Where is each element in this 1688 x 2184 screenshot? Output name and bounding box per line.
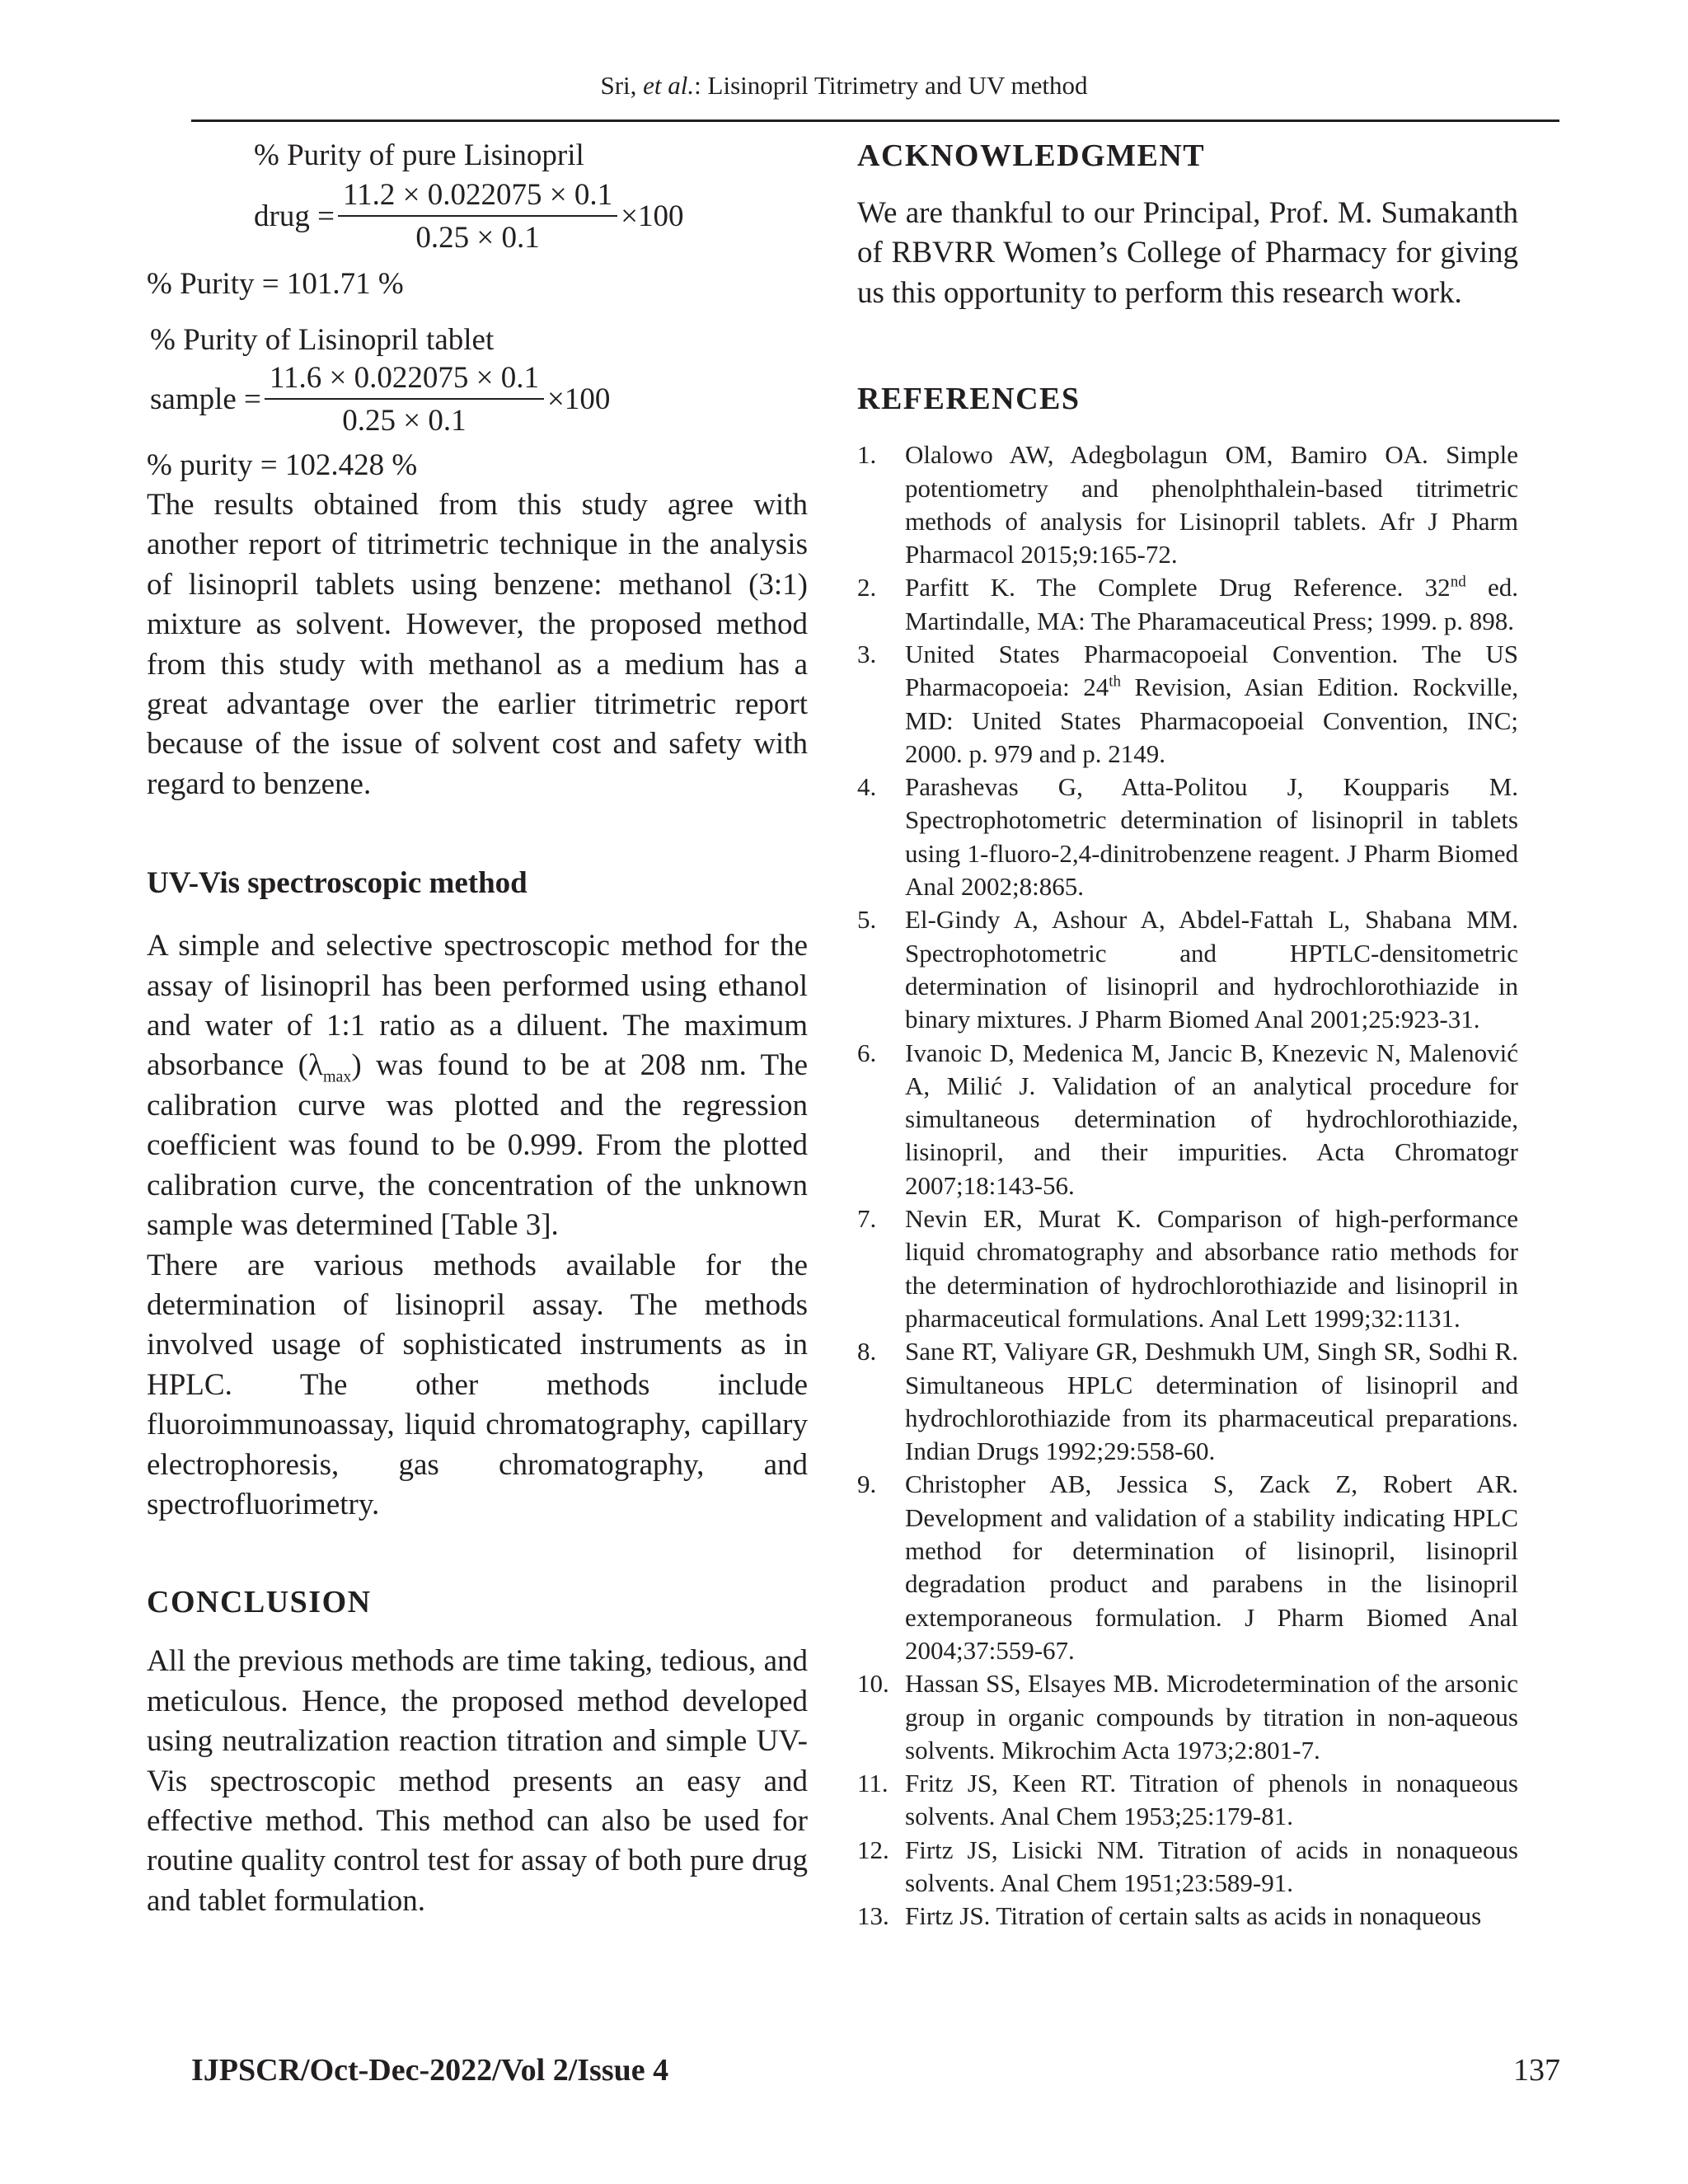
reference-item: [857, 903, 1518, 1036]
right-column: [857, 136, 1518, 1933]
reference-number: 9.: [857, 1469, 877, 1499]
formula-pure-drug-fraction: [338, 177, 617, 256]
left-column: [147, 136, 808, 1921]
uv-vis-paragraph-1: [147, 926, 808, 1245]
reference-text: Firtz JS, Lisicki NM. Titration of acids in nonaqueous solvents. Anal Chem 1951;23:589-91.: [905, 1835, 1518, 1897]
reference-text: Sane RT, Valiyare GR, Deshmukh UM, Singh SR, Sodhi R. Simultaneous HPLC determination of lisinopril and hydrochlorothiazide from its pharmaceutical preparations. Indian Drugs 1992;29:558-60.: [905, 1337, 1518, 1466]
running-head-title: : Lisinopril Titrimetry and UV method: [694, 71, 1088, 100]
uv-vis-paragraph-2: There are various methods available for the determination of lisinopril assay. The methods involved usage of sophisticated instruments as in HPLC. The other methods include fluoroimmunoassay, liquid chromatography, capillary electrophoresis, gas chromatography, and spectrofluorimetry.: [147, 1248, 808, 1521]
reference-number: 10.: [857, 1669, 889, 1699]
running-head: [0, 69, 1688, 102]
journal-footer: IJPSCR/Oct-Dec-2022/Vol 2/Issue 4: [191, 2053, 669, 2088]
references-heading: REFERENCES: [857, 382, 1081, 417]
reference-text: Christopher AB, Jessica S, Zack Z, Robert AR. Development and validation of a stability indicating HPLC method for determination of lisinopril, lisinopril degradation product and parabens in the lisinopril extemporaneous formulation. J Pharm Biomed Anal 2004;37:559-67.: [905, 1469, 1518, 1665]
reference-text-part: United States Pharmacopoeial Convention. The US Pharmacopoeia: 24: [905, 640, 1518, 702]
reference-item: [857, 571, 1518, 638]
reference-item: [857, 1900, 1518, 1933]
uv-vis-paragraph-1-start: A simple and selective spectroscopic method for the assay of lisinopril has been performed using ethanol and water of 1:1 ratio as a diluent. The maximum absorbance (λ: [147, 929, 808, 1083]
conclusion-paragraph: All the previous methods are time taking, tedious, and meticulous. Hence, the proposed method developed using neutralization reaction titration and simple UV-Vis spectroscopic method presents an easy and effective method. This method can also be used for routine quality control test for assay of both pure drug and tablet formulation.: [147, 1644, 808, 1918]
formula-pure-drug-numerator: 11.2 × 0.022075 × 0.1: [338, 177, 617, 217]
formula-tablet-fraction: [265, 360, 544, 439]
reference-text: [905, 571, 1518, 638]
formula-pure-drug-label: drug =: [254, 199, 335, 233]
reference-text-part: Revision, Asian Edition. Rockville, MD: United States Pharmacopoeial Convention, INC; 2000. p. 979 and p. 2149.: [905, 673, 1518, 768]
purity-tablet: % purity = 102.428 %: [147, 448, 418, 482]
reference-number: 2.: [857, 573, 877, 602]
reference-text: Fritz JS, Keen RT. Titration of phenols in nonaqueous solvents. Anal Chem 1953;25:179-81.: [905, 1769, 1518, 1831]
formula-pure-drug-title: % Purity of pure Lisinopril: [254, 138, 584, 172]
reference-item: [857, 1335, 1518, 1468]
formula-pure-drug-multiplier: ×100: [621, 199, 684, 233]
reference-number: 7.: [857, 1204, 877, 1234]
reference-item: [857, 771, 1518, 903]
reference-text: Olalowo AW, Adegbolagun OM, Bamiro OA. Simple potentiometry and phenolphthalein-based titrimetric methods of analysis for Lisinopril tablets. Afr J Pharm Pharmacol 2015;9:165-72.: [905, 440, 1518, 569]
reference-number: 12.: [857, 1835, 889, 1864]
formula-pure-drug: [147, 136, 808, 256]
reference-text: Nevin ER, Murat K. Comparison of high-performance liquid chromatography and absorbance ratio methods for the determination of hydrochlorothiazide and lisinopril in pharmaceutical formulations. Anal Lett 1999;32:1131.: [905, 1204, 1518, 1333]
reference-number: 4.: [857, 772, 877, 802]
reference-item: [857, 1667, 1518, 1767]
acknowledgment-heading: ACKNOWLEDGMENT: [857, 138, 1206, 173]
formula-tablet-numerator: 11.6 × 0.022075 × 0.1: [265, 360, 544, 400]
results-paragraph: The results obtained from this study agree with another report of titrimetric technique in the analysis of lisinopril tablets using benzene: methanol (3:1) mixture as solvent. However, the proposed method from this study with methanol as a medium has a great advantage over the earlier titrimetric report because of the issue of solvent cost and safety with regard to benzene.: [147, 488, 808, 801]
reference-superscript: nd: [1450, 574, 1466, 592]
running-head-etal: et al.: [643, 71, 695, 100]
purity-pure-drug: % Purity = 101.71 %: [147, 267, 404, 301]
reference-item: [857, 438, 1518, 571]
reference-number: 11.: [857, 1769, 889, 1798]
reference-list: [857, 438, 1518, 1933]
reference-number: 1.: [857, 440, 877, 470]
reference-number: 8.: [857, 1337, 877, 1366]
uv-vis-heading: UV-Vis spectroscopic method: [147, 866, 528, 901]
header-rule: [191, 120, 1559, 122]
reference-text: El-Gindy A, Ashour A, Abdel-Fattah L, Shabana MM. Spectrophotometric and HPTLC-densitometric determination of lisinopril and hydrochlorothiazide in binary mixtures. J Pharm Biomed Anal 2001;25:923-31.: [905, 905, 1518, 1034]
reference-number: 5.: [857, 905, 877, 935]
formula-tablet-title: % Purity of Lisinopril tablet: [150, 323, 495, 357]
reference-text-part: ed. Martindalle, MA: The Pharamaceutical Press; 1999. p. 898.: [905, 573, 1518, 635]
reference-item: [857, 1767, 1518, 1834]
page-number: 137: [1513, 2053, 1560, 2088]
reference-text: Ivanoic D, Medenica M, Jancic B, Knezevic N, Malenović A, Milić J. Validation of an analytical procedure for simultaneous determination of hydrochlorothiazide, lisinopril, and their impurities. Acta Chromatogr 2007;18:143-56.: [905, 1038, 1518, 1200]
reference-text: Parashevas G, Atta-Politou J, Koupparis M. Spectrophotometric determination of lisinopril in tablets using 1-fluoro-2,4-dinitrobenzene reagent. J Pharm Biomed Anal 2002;8:865.: [905, 772, 1518, 902]
reference-number: 13.: [857, 1901, 889, 1931]
uv-vis-paragraph-1-end: ) was found to be at 208 nm. The calibration curve was plotted and the regression coefficient was found to be 0.999. From the plotted calibration curve, the concentration of the unknown sample was determined [Table 3].: [147, 1048, 809, 1243]
reference-item: [857, 1202, 1518, 1335]
formula-tablet-label: sample =: [150, 382, 261, 416]
reference-text: Firtz JS. Titration of certain salts as acids in nonaqueous: [905, 1901, 1482, 1931]
reference-item: [857, 1834, 1518, 1900]
reference-superscript: th: [1109, 673, 1122, 691]
running-head-authors: Sri,: [600, 71, 644, 100]
reference-item: [857, 1037, 1518, 1202]
reference-item: [857, 638, 1518, 771]
reference-text-part: Parfitt K. The Complete Drug Reference. 32: [905, 573, 1451, 602]
lambda-max-subscript: max: [322, 1067, 352, 1086]
formula-tablet: [147, 321, 808, 439]
reference-number: 6.: [857, 1038, 877, 1067]
reference-text: [905, 638, 1518, 771]
formula-tablet-denominator: 0.25 × 0.1: [342, 404, 467, 438]
acknowledgment-paragraph: We are thankful to our Principal, Prof. M. Sumakanth of RBVRR Women’s College of Pharmacy for giving us this opportunity to perform this research work.: [857, 196, 1518, 310]
formula-pure-drug-denominator: 0.25 × 0.1: [415, 221, 540, 255]
reference-item: [857, 1468, 1518, 1667]
reference-text: Hassan SS, Elsayes MB. Microdetermination of the arsonic group in organic compounds by titration in non-aqueous solvents. Mikrochim Acta 1973;2:801-7.: [905, 1669, 1518, 1765]
formula-tablet-multiplier: ×100: [547, 382, 611, 416]
conclusion-heading: CONCLUSION: [147, 1585, 372, 1620]
reference-number: 3.: [857, 640, 877, 668]
